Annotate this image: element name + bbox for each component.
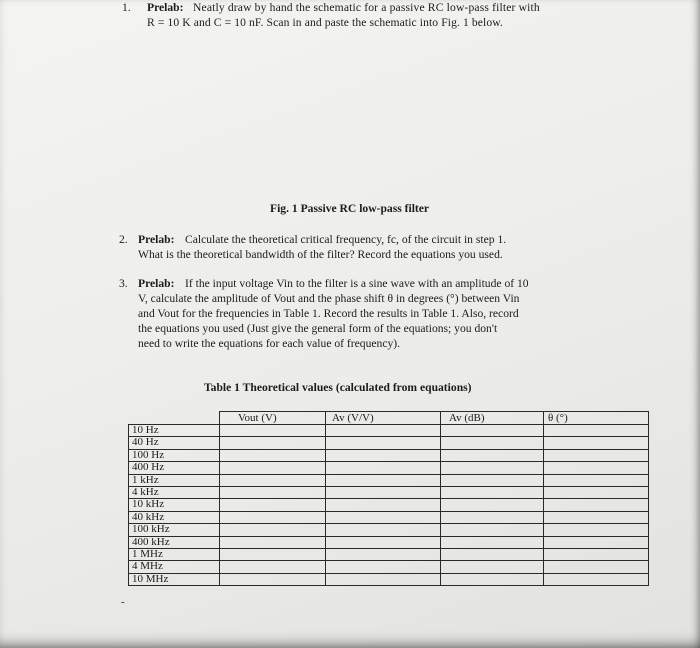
theoretical-values-table <box>128 411 649 586</box>
theta-cell[interactable] <box>544 549 649 561</box>
vout-cell[interactable] <box>220 425 326 437</box>
table-row <box>129 499 649 511</box>
margin-mark: - <box>121 596 125 608</box>
av-vv-cell[interactable] <box>326 449 441 461</box>
av-db-cell[interactable] <box>441 536 544 548</box>
theta-cell[interactable] <box>544 474 649 486</box>
q1-number: 1. <box>122 1 131 14</box>
figure-area <box>140 40 560 190</box>
q1-line2: R = 10 K and C = 10 nF. Scan in and paste the schematic into Fig. 1 below. <box>147 16 503 29</box>
av-vv-cell[interactable] <box>326 425 441 437</box>
frequency-cell: 4 MHz <box>129 561 220 573</box>
q3-line2: V, calculate the amplitude of Vout and the phase shift θ in degrees (°) between Vin <box>138 292 520 305</box>
frequency-cell: 1 kHz <box>129 474 220 486</box>
av-db-cell[interactable] <box>441 499 544 511</box>
header-theta: θ (°) <box>544 412 649 425</box>
q1-line1: Neatly draw by hand the schematic for a passive RC low-pass filter with <box>193 1 540 14</box>
av-db-cell[interactable] <box>441 524 544 536</box>
header-av-vv: Av (V/V) <box>326 412 441 425</box>
vout-cell[interactable] <box>220 524 326 536</box>
frequency-cell: 10 kHz <box>129 499 220 511</box>
frequency-cell: 100 Hz <box>129 449 220 461</box>
theta-cell[interactable] <box>544 487 649 499</box>
q2-lead: Prelab: <box>138 233 175 246</box>
table-row <box>129 549 649 561</box>
table-row <box>129 524 649 536</box>
frequency-cell: 100 kHz <box>129 524 220 536</box>
theta-cell[interactable] <box>544 425 649 437</box>
av-vv-cell[interactable] <box>326 511 441 523</box>
table-header-row <box>129 412 649 425</box>
table-row <box>129 561 649 573</box>
vout-cell[interactable] <box>220 561 326 573</box>
q3-line3: and Vout for the frequencies in Table 1. Record the results in Table 1. Also, record <box>138 307 519 320</box>
table-row <box>129 437 649 449</box>
av-vv-cell[interactable] <box>326 561 441 573</box>
frequency-cell: 1 MHz <box>129 549 220 561</box>
q2-line1: Calculate the theoretical critical frequency, fc, of the circuit in step 1. <box>185 233 507 246</box>
table-caption: Table 1 Theoretical values (calculated from equations) <box>204 381 472 394</box>
frequency-cell: 400 Hz <box>129 462 220 474</box>
vout-cell[interactable] <box>220 499 326 511</box>
table-row <box>129 536 649 548</box>
av-db-cell[interactable] <box>441 437 544 449</box>
frequency-cell: 10 Hz <box>129 425 220 437</box>
av-vv-cell[interactable] <box>326 437 441 449</box>
av-vv-cell[interactable] <box>326 573 441 585</box>
vout-cell[interactable] <box>220 511 326 523</box>
table-row <box>129 487 649 499</box>
vout-cell[interactable] <box>220 573 326 585</box>
theta-cell[interactable] <box>544 561 649 573</box>
av-vv-cell[interactable] <box>326 549 441 561</box>
q3-lead: Prelab: <box>138 277 175 290</box>
av-vv-cell[interactable] <box>326 536 441 548</box>
theta-cell[interactable] <box>544 449 649 461</box>
q3-line1: If the input voltage Vin to the filter is a sine wave with an amplitude of 10 <box>185 277 529 290</box>
av-db-cell[interactable] <box>441 462 544 474</box>
vout-cell[interactable] <box>220 462 326 474</box>
av-vv-cell[interactable] <box>326 487 441 499</box>
av-db-cell[interactable] <box>441 561 544 573</box>
frequency-cell: 40 Hz <box>129 437 220 449</box>
theta-cell[interactable] <box>544 536 649 548</box>
vout-cell[interactable] <box>220 474 326 486</box>
theta-cell[interactable] <box>544 437 649 449</box>
q3-line5: need to write the equations for each value of frequency). <box>138 337 401 350</box>
frequency-cell: 10 MHz <box>129 573 220 585</box>
av-db-cell[interactable] <box>441 511 544 523</box>
table-row <box>129 462 649 474</box>
av-vv-cell[interactable] <box>326 474 441 486</box>
table-row <box>129 474 649 486</box>
figure-caption-text: Fig. 1 Passive RC low-pass filter <box>270 202 430 215</box>
av-db-cell[interactable] <box>441 487 544 499</box>
av-vv-cell[interactable] <box>326 524 441 536</box>
frequency-cell: 40 kHz <box>129 511 220 523</box>
table-row <box>129 511 649 523</box>
header-av-db: Av (dB) <box>441 412 544 425</box>
q3-line4: the equations you used (Just give the general form of the equations; you don't <box>138 322 498 335</box>
table-row <box>129 573 649 585</box>
q2-line2: What is the theoretical bandwidth of the filter? Record the equations you used. <box>138 248 503 261</box>
vout-cell[interactable] <box>220 487 326 499</box>
av-vv-cell[interactable] <box>326 462 441 474</box>
table-row <box>129 425 649 437</box>
q3-number: 3. <box>119 277 128 290</box>
q1-lead: Prelab: <box>147 1 184 14</box>
q2-number: 2. <box>119 233 128 246</box>
theta-cell[interactable] <box>544 524 649 536</box>
theta-cell[interactable] <box>544 511 649 523</box>
vout-cell[interactable] <box>220 437 326 449</box>
header-blank <box>129 412 220 425</box>
header-vout: Vout (V) <box>220 412 326 425</box>
vout-cell[interactable] <box>220 449 326 461</box>
av-db-cell[interactable] <box>441 449 544 461</box>
vout-cell[interactable] <box>220 549 326 561</box>
frequency-cell: 4 kHz <box>129 487 220 499</box>
theta-cell[interactable] <box>544 462 649 474</box>
av-db-cell[interactable] <box>441 549 544 561</box>
theta-cell[interactable] <box>544 573 649 585</box>
vout-cell[interactable] <box>220 536 326 548</box>
av-db-cell[interactable] <box>441 474 544 486</box>
table-row <box>129 449 649 461</box>
av-vv-cell[interactable] <box>326 499 441 511</box>
av-db-cell[interactable] <box>441 425 544 437</box>
av-db-cell[interactable] <box>441 573 544 585</box>
figure-caption <box>270 202 429 215</box>
frequency-cell: 400 kHz <box>129 536 220 548</box>
table-body <box>129 425 649 586</box>
theta-cell[interactable] <box>544 499 649 511</box>
